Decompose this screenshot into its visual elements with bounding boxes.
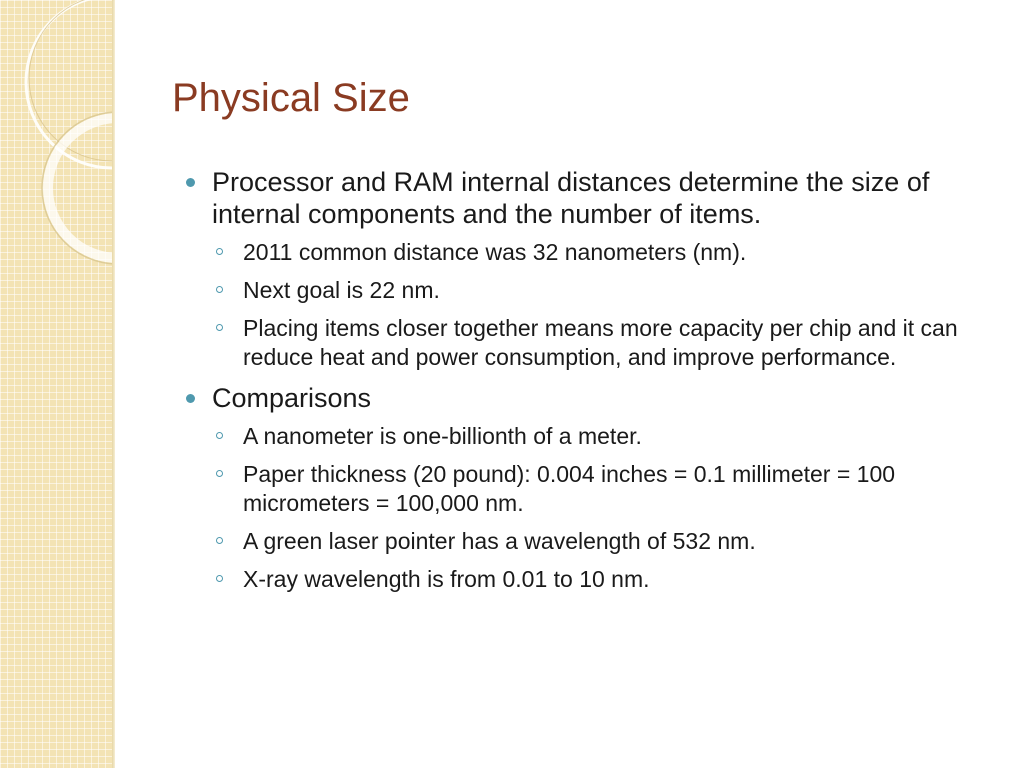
slide-title: Physical Size [172,76,410,120]
sub-bullet-item [212,238,994,267]
bullet-list [184,166,994,594]
bullet-ring-icon [216,470,223,477]
sub-bullet-item [212,460,994,518]
decorative-side-panel [0,0,112,768]
sub-bullet-item [212,276,994,305]
sub-bullet-item [212,314,994,372]
bullet-item [184,382,994,594]
sub-bullet-text: 2011 common distance was 32 nanometers (nm). [243,239,747,265]
bullet-ring-icon [216,324,223,331]
sub-bullet-text: X-ray wavelength is from 0.01 to 10 nm. [243,566,650,592]
slide-content [184,166,994,604]
sub-bullet-item [212,527,994,556]
bullet-ring-icon [216,537,223,544]
sub-bullet-list [212,422,994,594]
bullet-text: Processor and RAM internal distances determine the size of internal components and the number of items. [212,167,930,229]
sub-bullet-text: Next goal is 22 nm. [243,277,440,303]
bullet-ring-icon [216,575,223,582]
decorative-circles [0,0,112,768]
sub-bullet-item [212,422,994,451]
decorative-circle-lower [48,118,112,258]
bullet-dot-icon [186,178,195,187]
bullet-ring-icon [216,286,223,293]
sub-bullet-list [212,238,994,372]
sub-bullet-text: Placing items closer together means more capacity per chip and it can reduce heat and power consumption, and improve performance. [243,315,958,370]
bullet-item [184,166,994,372]
bullet-ring-icon [216,432,223,439]
side-panel-edge [112,0,115,768]
sub-bullet-item [212,565,994,594]
sub-bullet-text: A nanometer is one-billionth of a meter. [243,423,642,449]
sub-bullet-text: A green laser pointer has a wavelength of 532 nm. [243,528,756,554]
bullet-ring-icon [216,248,223,255]
sub-bullet-text: Paper thickness (20 pound): 0.004 inches = 0.1 millimeter = 100 micrometers = 100,000 nm. [243,461,896,516]
bullet-text: Comparisons [212,383,372,413]
bullet-dot-icon [186,394,195,403]
